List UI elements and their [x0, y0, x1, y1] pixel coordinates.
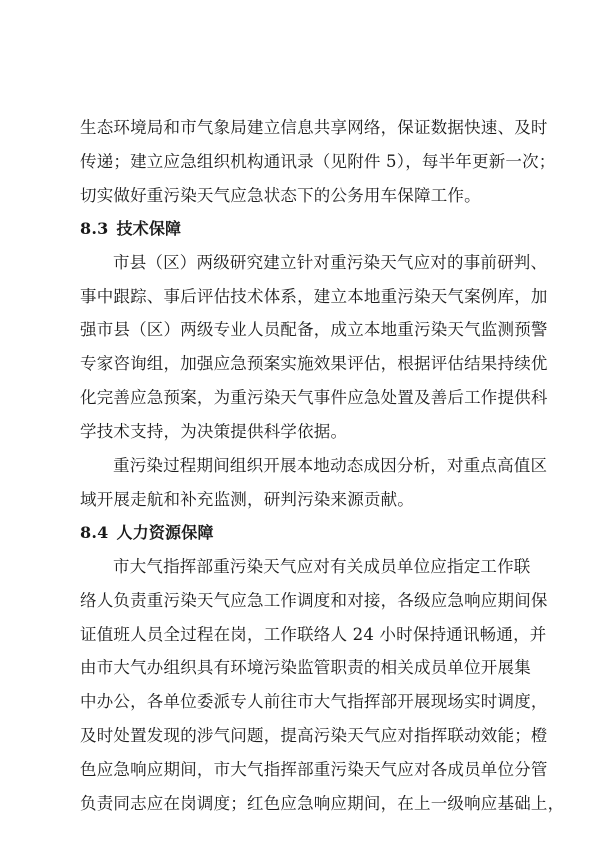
section-title: 技术保障 — [116, 219, 182, 238]
paragraph-line: 强市县（区）两级专业人员配备，成立本地重污染天气监测预警 — [80, 320, 548, 339]
section-heading-8-4 — [80, 523, 530, 543]
section-heading-8-3 — [80, 219, 530, 239]
paragraph-line: 生态环境局和市气象局建立信息共享网络，保证数据快速、及时 — [80, 118, 548, 137]
paragraph-line: 由市大气办组织具有环境污染监管职责的相关成员单位开展集 — [80, 658, 531, 677]
section-title: 人力资源保障 — [116, 523, 214, 542]
paragraph-line: 事中跟踪、事后评估技术体系，建立本地重污染天气案例库，加 — [80, 287, 548, 306]
paragraph-line: 负责同志应在岗调度；红色应急响应期间，在上一级响应基础上， — [80, 794, 565, 813]
paragraph-line: 络人负责重污染天气应急工作调度和对接，各级应急响应期间保 — [80, 591, 548, 610]
paragraph-line: 域开展走航和补充监测，研判污染来源贡献。 — [80, 490, 414, 509]
section-number: 8.3 — [80, 219, 109, 238]
paragraph-line: 学技术支持，为决策提供科学依据。 — [80, 422, 348, 441]
paragraph-line: 证值班人员全过程在岗，工作联络人 24 小时保持通讯畅通，并 — [80, 625, 547, 644]
paragraph-line: 传递；建立应急组织机构通讯录（见附件 5），每半年更新一次； — [80, 152, 556, 171]
section-number: 8.4 — [80, 523, 109, 542]
paragraph-line: 色应急响应期间，市大气指挥部重污染天气应对各成员单位分管 — [80, 760, 548, 779]
paragraph-line: 及时处置发现的涉气问题，提高污染天气应对指挥联动效能；橙 — [80, 726, 548, 745]
paragraph-line: 化完善应急预案，为重污染天气事件应急处置及善后工作提供科 — [80, 388, 548, 407]
paragraph-line: 切实做好重污染天气应急状态下的公务用车保障工作。 — [80, 186, 481, 205]
paragraph-line: 中办公，各单位委派专人前往市大气指挥部开展现场实时调度， — [80, 692, 548, 711]
paragraph-line: 重污染过程期间组织开展本地动态成因分析，对重点高值区 — [113, 456, 548, 475]
paragraph-line: 专家咨询组，加强应急预案实施效果评估，根据评估结果持续优 — [80, 354, 548, 373]
paragraph-line: 市县（区）两级研究建立针对重污染天气应对的事前研判、 — [113, 253, 548, 272]
paragraph-line: 市大气指挥部重污染天气应对有关成员单位应指定工作联 — [113, 557, 531, 576]
